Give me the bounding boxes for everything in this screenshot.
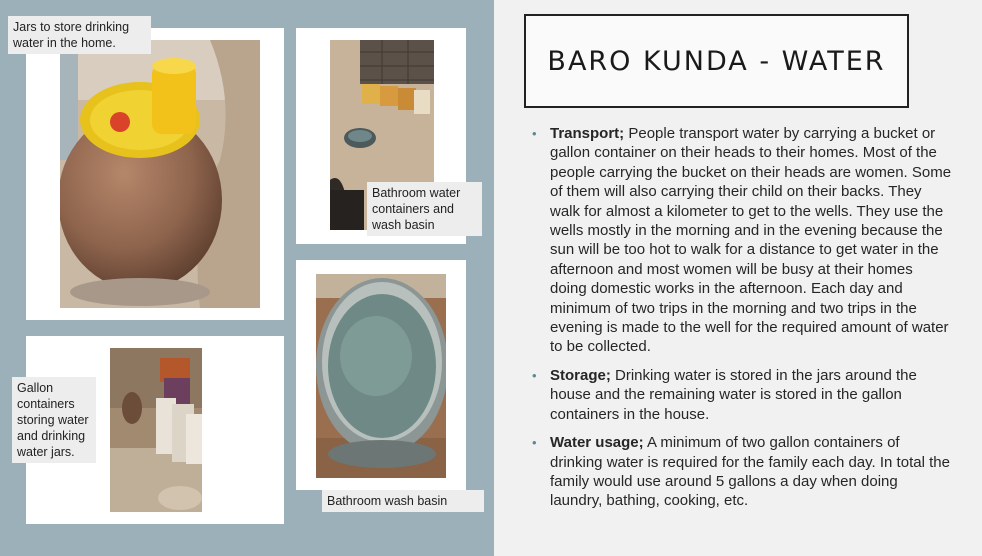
bullet-label: Storage; — [550, 366, 611, 384]
bullet-dot-icon: • — [532, 367, 537, 383]
photo-card-jars — [26, 28, 284, 320]
caption-gallons: Gallon containers storing water and drinking water jars. — [12, 377, 96, 463]
bullet-text: A minimum of two gallon containers of drinking water is required for the family each day. In total the family would use around 5 gallons a day when doing laundry, bathing, cooking, etc. — [550, 434, 950, 510]
bullet-water-usage — [530, 433, 952, 511]
bullet-text: People transport water by carrying a bucket or gallon container on their heads to their homes. Most of the people carrying the bucket on their heads are women. Some of them will also carrying their child on their backs. They walk for almost a kilometer to get to the wells. They use the wells mostly in the morning and in the evening because the sun will be too hot to walk for a distance to get water in the afternoon and most women will be busy at their homes doing domestic works in the afternoon. Each day and minimum of two trips in the morning and two trips in the evening is made to the well for the required amount of water to be collected. — [550, 125, 952, 356]
bullet-label: Transport; — [550, 125, 625, 142]
title-box — [524, 14, 909, 108]
basin-photo — [316, 274, 446, 478]
bullet-storage — [530, 366, 952, 424]
bullet-transport — [530, 124, 952, 357]
page-title: BARO KUNDA - WATER — [547, 45, 886, 77]
caption-basin: Bathroom wash basin — [322, 490, 484, 512]
caption-jars: Jars to store drinking water in the home. — [8, 16, 151, 54]
jar-photo — [60, 40, 260, 308]
bullet-text: Drinking water is stored in the jars around the house and the remaining water is stored in the gallon containers in the house. — [550, 366, 917, 423]
caption-bathroom: Bathroom water containers and wash basin — [367, 182, 482, 236]
gallon-photo — [110, 348, 202, 512]
bullet-label: Water usage; — [550, 434, 644, 452]
photo-card-basin — [296, 260, 466, 490]
bullet-dot-icon: • — [532, 435, 537, 451]
bullet-dot-icon: • — [532, 126, 537, 141]
content-text — [530, 124, 952, 520]
